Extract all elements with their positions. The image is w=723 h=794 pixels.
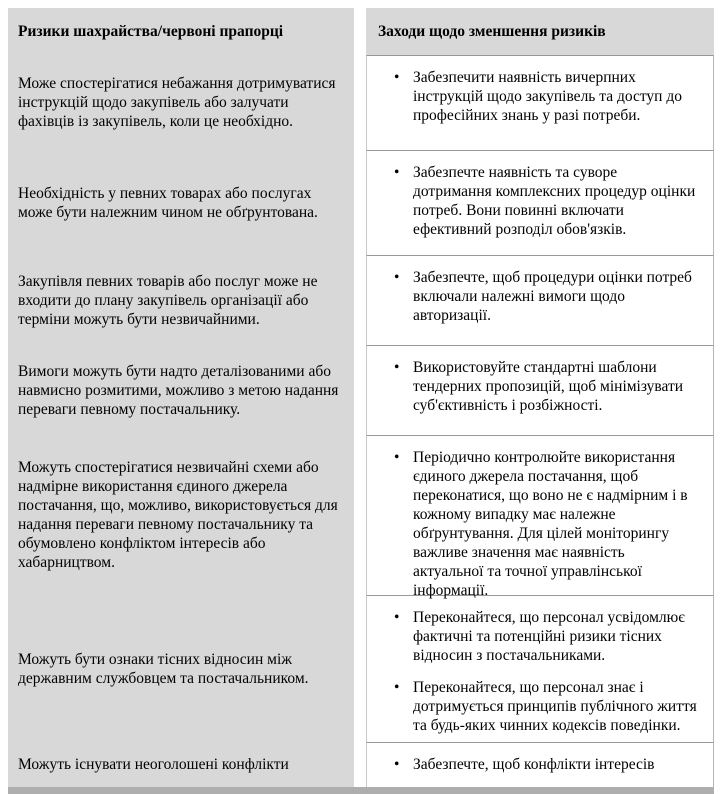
measures-cell: [366, 742, 714, 787]
column-gutter: [354, 595, 366, 742]
risk-cell: [8, 150, 354, 255]
measures-list: [367, 68, 707, 125]
measures-cell: [366, 55, 714, 150]
risk-mitigation-table: [8, 8, 714, 794]
risk-cell: [8, 255, 354, 345]
measures-list: [367, 608, 707, 735]
table-row: [8, 435, 714, 599]
column-gutter: [354, 150, 366, 255]
table-header-row: [8, 8, 714, 55]
risk-cell: [8, 55, 354, 150]
risk-text: Необхідність у певних товарах або послугах може бути належним чином не обґрунтована.: [18, 184, 318, 221]
measures-cell: [366, 345, 714, 435]
risk-cell: [8, 742, 354, 787]
column-gutter: [354, 55, 366, 150]
measures-list: [367, 268, 707, 325]
measure-item: • Періодично контролюйте використання єдиного джерела постачання, щоб переконатися, що воно не є надмірним і в кожному випадку має належне обґрунтування. Для цілей моніторингу важливе значення має наявність актуальної та точної управлінської інформації.: [367, 448, 707, 600]
measure-item: • Використовуйте стандартні шаблони тендерних пропозицій, щоб мінімізувати суб'єктивність і розбіжності.: [367, 358, 707, 415]
measure-item: • Забезпечте наявність та суворе дотримання комплексних процедур оцінки потреб. Вони повинні включати ефективний розподіл обов'язків.: [367, 163, 707, 239]
table-row: [8, 742, 714, 787]
risk-text: Можуть бути ознаки тісних відносин між державним службовцем та постачальником.: [18, 650, 309, 687]
measures-list: [367, 358, 707, 415]
risk-text: Може спостерігатися небажання дотримуватися інструкцій щодо закупівель або залучати фахівців із закупівель, коли це необхідно.: [18, 75, 336, 130]
column-gutter: [354, 345, 366, 435]
measure-item: • Забезпечити наявність вичерпних інструкцій щодо закупівель та доступ до професійних знань у разі потреби.: [367, 68, 707, 125]
measures-list: [367, 163, 707, 239]
next-row-edge: [8, 787, 714, 794]
table-row: [8, 150, 714, 255]
measures-list: [367, 448, 707, 600]
column-gutter: [354, 435, 366, 595]
risk-cell: [8, 595, 354, 742]
measures-cell: [366, 435, 714, 599]
measures-cell: [366, 255, 714, 345]
measure-item: • Забезпечте, щоб процедури оцінки потреб включали належні вимоги щодо авторизації.: [367, 268, 707, 325]
measure-item: • Переконайтеся, що персонал усвідомлює фактичні та потенційні ризики тісних відносин з постачальниками.: [367, 608, 707, 665]
header-measures: Заходи щодо зменшення ризиків: [366, 8, 714, 55]
risk-text: Можуть існувати неоголошені конфлікти: [18, 756, 289, 773]
measure-item: • Переконайтеся, що персонал знає і дотримується принципів публічного життя та будь-яких чинних кодексів поведінки.: [367, 678, 707, 735]
column-gutter: [354, 742, 366, 787]
table-row: [8, 595, 714, 742]
measures-cell: [366, 595, 714, 742]
risk-text: Можуть спостерігатися незвичайні схеми або надмірне використання єдиного джерела постачання, що, можливо, використовується для надання переваги певному постачальнику та обумовлено конфліктом інтересів або хабарництвом.: [18, 459, 338, 571]
risk-cell: [8, 435, 354, 595]
table-row: [8, 345, 714, 435]
table-row: [8, 55, 714, 150]
column-gutter: [354, 8, 366, 55]
risk-text: Закупівля певних товарів або послуг може не входити до плану закупівель організації або терміни можуть бути незвичайними.: [18, 272, 318, 328]
table-body: [8, 55, 714, 787]
measures-list: [367, 755, 707, 774]
measures-cell: [366, 150, 714, 255]
header-risks: Ризики шахрайства/червоні прапорці: [8, 8, 354, 55]
measure-item: • Забезпечте, щоб конфлікти інтересів: [367, 755, 707, 774]
risk-cell: [8, 345, 354, 435]
column-gutter: [354, 255, 366, 345]
table-row: [8, 255, 714, 345]
risk-text: Вимоги можуть бути надто деталізованими або навмисно розмитими, можливо з метою надання переваги певному постачальнику.: [18, 362, 339, 418]
